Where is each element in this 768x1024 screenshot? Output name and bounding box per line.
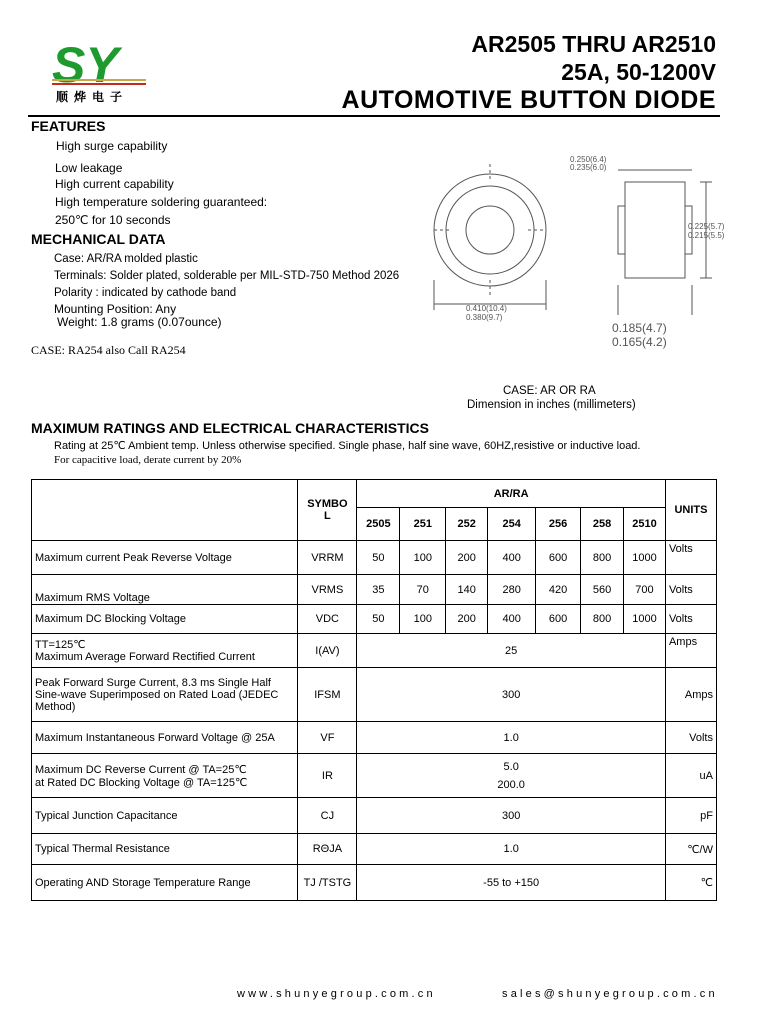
unit-cell: Volts [665, 605, 716, 634]
symbol-cell: VF [298, 722, 357, 754]
column-header: 252 [446, 508, 488, 541]
value-cell: 70 [400, 575, 446, 605]
param-cell: Typical Junction Capacitance [32, 798, 298, 834]
symbol-cell: CJ [298, 798, 357, 834]
value-cell: 420 [536, 575, 581, 605]
table-row [32, 722, 717, 754]
title-block [342, 30, 716, 114]
column-header: 256 [536, 508, 581, 541]
symbol-cell: RΘJA [298, 834, 357, 865]
value-cell: 700 [624, 575, 666, 605]
features-heading: FEATURES [31, 118, 106, 134]
column-header: 251 [400, 508, 446, 541]
dim-label: 0.235(6.0) [570, 163, 607, 172]
table-row [32, 605, 717, 634]
mechanical-item: Polarity : indicated by cathode band [54, 287, 237, 299]
value-cell: 280 [488, 575, 536, 605]
param-cell: Operating AND Storage Temperature Range [32, 865, 298, 901]
symbol-cell: VDC [298, 605, 357, 634]
mechanical-item: Weight: 1.8 grams (0.07ounce) [57, 315, 222, 329]
footer-email[interactable]: sales@shunyegroup.com.cn [502, 988, 718, 1000]
table-row [32, 865, 717, 901]
feature-item: 250℃ for 10 seconds [55, 213, 171, 227]
feature-item: High temperature soldering guaranteed: [55, 195, 268, 209]
value-cell: 300 [357, 668, 666, 722]
symbol-cell: TJ /TSTG [298, 865, 357, 901]
package-drawing [420, 130, 725, 360]
unit-cell: Volts [665, 575, 716, 605]
param-cell: Maximum DC Blocking Voltage [32, 605, 298, 634]
value-cell: 5.0 200.0 [357, 754, 666, 798]
table-row [32, 575, 717, 605]
ratings-note-capacitive: For capacitive load, derate current by 20% [54, 454, 242, 466]
dim-label: 0.410(10.4) [466, 304, 507, 313]
param-cell: Maximum DC Reverse Current @ TA=25℃ at Rated DC Blocking Voltage @ TA=125℃ [32, 754, 298, 798]
param-cell: Maximum Instantaneous Forward Voltage @ 25A [32, 722, 298, 754]
table-row [32, 668, 717, 722]
value-cell: 200 [446, 541, 488, 575]
dim-label: 0.185(4.7) [612, 321, 667, 335]
unit-cell: ℃ [665, 865, 716, 901]
symbol-cell: VRRM [298, 541, 357, 575]
value-cell: 1.0 [357, 722, 666, 754]
param-cell: TT=125℃ Maximum Average Forward Rectified Current [32, 634, 298, 668]
mechanical-item: Mounting Position: Any [54, 302, 177, 316]
symbol-header: SYMBO L [298, 480, 357, 541]
units-header: UNITS [665, 480, 716, 541]
unit-cell: Volts [665, 541, 716, 575]
value-cell: 25 [357, 634, 666, 668]
feature-item: High current capability [55, 177, 174, 191]
value-cell: 600 [536, 605, 581, 634]
case-note: CASE: RA254 also Call RA254 [31, 343, 186, 357]
column-header: 2505 [357, 508, 400, 541]
symbol-cell: IR [298, 754, 357, 798]
value-cell: 400 [488, 541, 536, 575]
dim-label: 0.215(5.5) [688, 231, 725, 240]
param-cell: Maximum current Peak Reverse Voltage [32, 541, 298, 575]
column-header: 258 [581, 508, 624, 541]
value-cell: 100 [400, 541, 446, 575]
unit-cell: Volts [665, 722, 716, 754]
mechanical-item: Terminals: Solder plated, solderable per MIL-STD-750 Method 2026 [54, 270, 400, 282]
group-header: AR/RA [357, 480, 666, 508]
dim-label: 0.165(4.2) [612, 335, 667, 349]
value-cell: 300 [357, 798, 666, 834]
value-cell: 1.0 [357, 834, 666, 865]
feature-item: Low leakage [55, 161, 123, 175]
value-cell: 800 [581, 541, 624, 575]
unit-cell: Amps [665, 668, 716, 722]
column-header: 2510 [624, 508, 666, 541]
value-cell: 50 [357, 541, 400, 575]
value-cell: 35 [357, 575, 400, 605]
value-cell: 400 [488, 605, 536, 634]
value-cell: 1000 [624, 605, 666, 634]
dim-label: 0.225(5.7) [688, 222, 725, 231]
mechanical-item: Case: AR/RA molded plastic [54, 253, 198, 265]
drawing-caption-case: CASE: AR OR RA [503, 385, 596, 397]
table-row [32, 798, 717, 834]
value-cell: 800 [581, 605, 624, 634]
value-cell: -55 to +150 [357, 865, 666, 901]
title-rating: 25A, 50-1200V [561, 59, 716, 85]
mechanical-heading: MECHANICAL DATA [31, 231, 166, 247]
unit-cell: ℃/W [665, 834, 716, 865]
logo-chinese-name: 顺烨电子 [56, 90, 129, 104]
value-cell: 600 [536, 541, 581, 575]
symbol-cell: I(AV) [298, 634, 357, 668]
drawing-caption-units: Dimension in inches (millimeters) [467, 399, 636, 411]
param-cell: Peak Forward Surge Current, 8.3 ms Single Half Sine-wave Superimposed on Rated Load (JEDEC Method) [32, 668, 298, 722]
table-row [32, 834, 717, 865]
spec-table [31, 479, 717, 901]
table-row [32, 634, 717, 668]
header-rule [28, 115, 720, 117]
symbol-cell: IFSM [298, 668, 357, 722]
value-cell: 1000 [624, 541, 666, 575]
title-product: AUTOMOTIVE BUTTON DIODE [341, 86, 716, 114]
param-cell: Typical Thermal Resistance [32, 834, 298, 865]
param-cell: Maximum RMS Voltage [32, 575, 298, 605]
unit-cell: pF [665, 798, 716, 834]
symbol-cell: VRMS [298, 575, 357, 605]
feature-item: High surge capability [56, 139, 168, 153]
value-cell: 50 [357, 605, 400, 634]
value-cell: 560 [581, 575, 624, 605]
unit-cell: uA [665, 754, 716, 798]
value-cell: 140 [446, 575, 488, 605]
table-row [32, 754, 717, 798]
title-part-range: AR2505 THRU AR2510 [471, 31, 716, 57]
logo-mark: SY [52, 37, 119, 93]
ratings-heading: MAXIMUM RATINGS AND ELECTRICAL CHARACTERISTICS [31, 420, 429, 436]
column-header: 254 [488, 508, 536, 541]
value-cell: 200 [446, 605, 488, 634]
table-row [32, 541, 717, 575]
param-header-cell [32, 480, 298, 541]
unit-cell: Amps [665, 634, 716, 668]
ratings-note: Rating at 25℃ Ambient temp. Unless otherwise specified. Single phase, half sine wave, 60HZ,resistive or inductive load. [54, 440, 641, 452]
value-cell: 100 [400, 605, 446, 634]
dim-label: 0.380(9.7) [466, 313, 503, 322]
footer-website[interactable]: www.shunyegroup.com.cn [237, 988, 436, 1000]
dim-label: 0.250(6.4) [570, 155, 607, 164]
